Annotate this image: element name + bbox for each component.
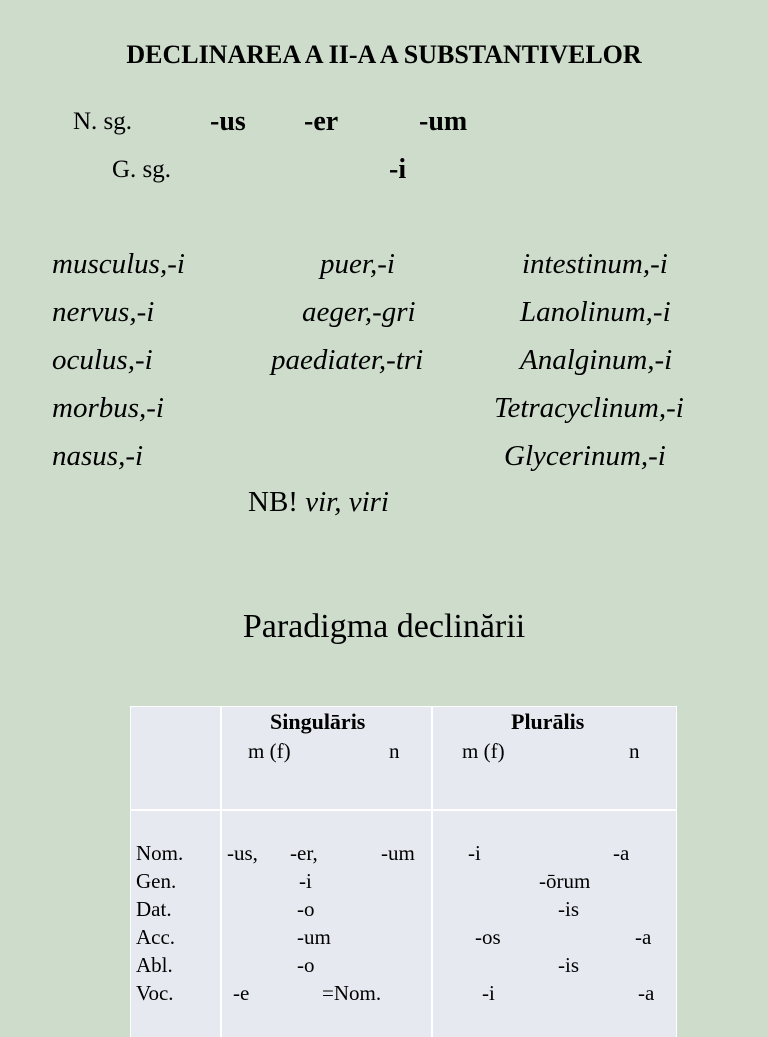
cell-nom-sg-um: -um (381, 841, 415, 865)
cell-dat-sg: -o (297, 897, 315, 921)
cell-acc-pl-n: -a (635, 925, 652, 949)
cell-gen-pl: -ōrum (539, 869, 591, 893)
example-col2-item: aeger,-gri (302, 296, 416, 328)
ending-er: -er (304, 106, 339, 137)
cell-voc-sg-n: =Nom. (322, 981, 382, 1005)
case-label-voc: Voc. (136, 981, 174, 1005)
example-col2-item: paediater,-tri (271, 344, 424, 376)
page-title: DECLINAREA A II-A A SUBSTANTIVELOR (126, 40, 642, 69)
cell-voc-pl-n: -a (638, 981, 655, 1005)
singular-masculine-label: m (f) (248, 739, 291, 763)
case-label-nom: Nom. (136, 841, 184, 865)
nb-prefix: NB! (248, 486, 298, 518)
cell-nom-pl-m: -i (468, 841, 481, 865)
cell-dat-pl: -is (558, 897, 579, 921)
case-label-dat: Dat. (136, 897, 172, 921)
genitive-singular-label: G. sg. (112, 156, 172, 183)
singular-header: Singulāris (270, 709, 366, 734)
plural-header: Plurālis (511, 709, 585, 734)
ending-um: -um (419, 106, 468, 137)
case-label-gen: Gen. (136, 869, 177, 893)
example-col3-item: Glycerinum,-i (504, 440, 666, 472)
nb-text: vir, viri (305, 486, 389, 518)
example-col1-item: nervus,-i (52, 296, 155, 328)
table-divider (220, 707, 222, 1037)
table-divider (131, 809, 676, 811)
table-divider (431, 707, 433, 1037)
cell-voc-sg-m: -e (233, 981, 250, 1005)
nb-note (248, 486, 389, 519)
cell-voc-pl-m: -i (482, 981, 495, 1005)
example-col3-item: intestinum,-i (522, 248, 668, 280)
cell-gen-sg: -i (299, 869, 312, 893)
plural-neuter-label: n (629, 739, 640, 763)
cell-nom-sg-us: -us, (227, 841, 258, 865)
ending-i: -i (389, 154, 407, 185)
example-col3-item: Tetracyclinum,-i (494, 392, 684, 424)
example-col3-item: Analginum,-i (520, 344, 673, 376)
example-col3-item: Lanolinum,-i (520, 296, 671, 328)
plural-masculine-label: m (f) (462, 739, 505, 763)
paradigm-title: Paradigma declinării (242, 608, 526, 645)
case-label-acc: Acc. (136, 925, 176, 949)
nominative-singular-label: N. sg. (73, 108, 133, 135)
declension-table (130, 706, 677, 1037)
cell-acc-pl-m: -os (475, 925, 501, 949)
cell-abl-pl: -is (558, 953, 579, 977)
cell-nom-pl-n: -a (613, 841, 630, 865)
cell-nom-sg-er: -er, (290, 841, 318, 865)
example-col2-item: puer,-i (320, 248, 395, 280)
cell-acc-sg: -um (297, 925, 331, 949)
case-label-abl: Abl. (136, 953, 173, 977)
ending-us: -us (210, 106, 246, 137)
example-col1-item: nasus,-i (52, 440, 144, 472)
cell-abl-sg: -o (297, 953, 315, 977)
example-col1-item: musculus,-i (52, 248, 185, 280)
example-col1-item: oculus,-i (52, 344, 153, 376)
example-col1-item: morbus,-i (52, 392, 164, 424)
singular-neuter-label: n (389, 739, 400, 763)
